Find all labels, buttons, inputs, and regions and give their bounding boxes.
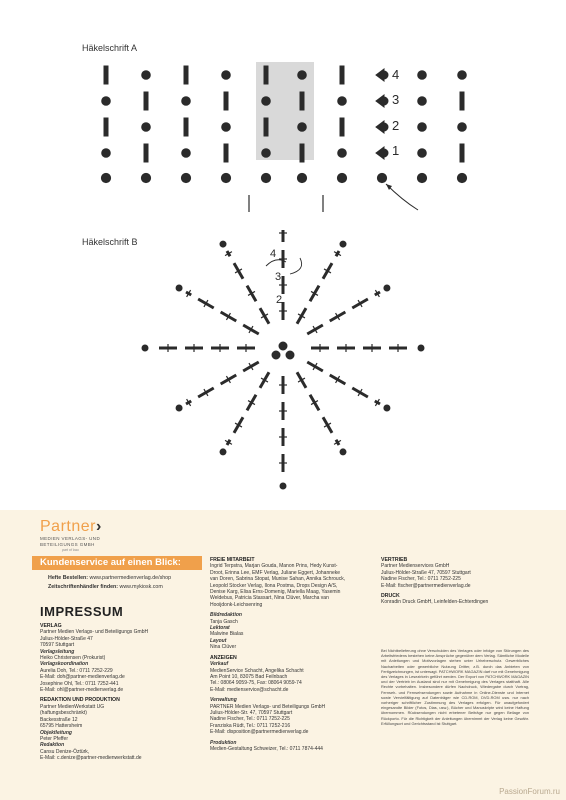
diagram-b-title: Häkelschrift B [82, 237, 138, 247]
service-shop-label: Hefte Bestellen: [48, 575, 89, 581]
col1-line: Backesstraße 12 [40, 716, 78, 723]
col2-line: PARTNER Medien Verlags- und Beteiligungs GmbH [210, 703, 326, 710]
dot-stitch [298, 123, 307, 132]
diagram-b [0, 230, 566, 510]
col2-line: Am Point 10, 83075 Bad Feilnbach [210, 673, 288, 680]
col1-line: Peter Pfeffer [40, 735, 68, 742]
service-line-shop[interactable] [48, 575, 171, 581]
row-number-4: 4 [392, 67, 400, 82]
round-arrow-b [290, 258, 302, 274]
spoke-end-dot [340, 241, 346, 247]
service-kiosk-label: Zeitschriftenhändler finden: [48, 584, 119, 590]
col2-line: FREIE MITARBEIT [210, 557, 255, 563]
base-dot [181, 173, 190, 182]
col3-line: E-Mail: fischer@partnermedienverlag.de [381, 582, 471, 589]
dot-stitch [262, 149, 271, 158]
bar-stitch [264, 66, 268, 84]
center-dot [279, 342, 287, 350]
spoke-end-dot [384, 285, 390, 291]
col2-line: van Doren, Sabrina Stopat, Munise Sahan, Annika Schrouck, [210, 576, 346, 583]
service-shop-link[interactable]: www.partnermedienverlag.de/shop [88, 575, 172, 581]
col2-line: Droot, Erinna Lee, EMF Verlag, Juliane Eggert, Johanneke [210, 569, 341, 576]
bar-stitch [104, 66, 108, 84]
bar-stitch [340, 118, 344, 136]
col2-line: Tanja Gasch [210, 618, 238, 625]
bar-stitch [224, 144, 228, 162]
base-dot [377, 173, 386, 182]
col1-line: Cansu Denize-Öztürk, [40, 748, 90, 755]
col2-line: Julius-Hölder-Str. 47, 70597 Stuttgart [210, 709, 293, 716]
col1-line: Objektleitung [40, 729, 72, 736]
dot-stitch [102, 97, 111, 106]
col1-line: 70597 Stuttgart [40, 642, 75, 649]
row-number-2: 2 [392, 118, 400, 133]
service-line-kiosk[interactable] [48, 584, 163, 590]
base-dot [417, 173, 426, 182]
col2-line: Tel.: 08064 9059-75, Fax: 08064 9059-74 [210, 680, 302, 687]
logo-word: Partner [40, 518, 96, 535]
logo-subtitle [40, 536, 100, 548]
col2-line: Leopold Stocker Verlag, Ilona Postma, Drops Design A/S, [210, 582, 338, 589]
col1-line: Julius-Hölder-Straße 47 [40, 635, 93, 642]
spoke-end-dot [220, 241, 226, 247]
col1-line: Heiko Christensen (Prokurist) [40, 655, 106, 662]
spoke-end-dot [176, 405, 182, 411]
col1-line: Verlagskoordination [40, 661, 89, 668]
col2-line: Nadine Fischer, Tel.: 0711 7252-225 [210, 716, 290, 723]
col2-line: MedienService Schacht, Angelika Schacht [210, 667, 304, 674]
service-kiosk-link[interactable]: www.mykiosk.com [118, 584, 163, 590]
logo-sub-line2: BETEILIGUNGS GMBH [40, 542, 95, 547]
dot-stitch [222, 71, 231, 80]
impressum-column-2 [210, 557, 370, 752]
turn-arrow [386, 184, 418, 210]
bar-stitch [184, 118, 188, 136]
round-number-2: 2 [276, 294, 283, 306]
bar-stitch [144, 92, 148, 110]
row-number-1: 1 [392, 143, 400, 158]
spoke-end-dot [280, 483, 286, 489]
col3-line: Nadine Fischer, Tel.: 0711 7252-225 [381, 576, 461, 583]
dot-stitch [102, 149, 111, 158]
dot-stitch [380, 149, 388, 157]
col1-line: REDAKTION UND PRODUKTION [40, 697, 120, 704]
dot-stitch [182, 149, 191, 158]
spoke-end-dot [384, 405, 390, 411]
service-title-bar: Kundenservice auf einen Blick: [32, 556, 202, 570]
bar-stitch [460, 92, 464, 110]
base-dot [221, 173, 230, 182]
bar-stitch [224, 92, 228, 110]
base-dot [261, 173, 270, 182]
dot-stitch [298, 71, 307, 80]
spoke-end-dot [340, 449, 346, 455]
dot-stitch [338, 149, 347, 158]
col1-line: Aurelia Doh, Tel.: 0711 7252-229 [40, 667, 113, 674]
spoke-end-dot [142, 345, 148, 351]
col1-line: 65795 Hattersheim [40, 723, 83, 730]
col2-line: E-Mail: disposition@partnermedienverlag.de [210, 729, 309, 736]
col1-line: Josephine Ohl, Tel.: 0711 7252-441 [40, 680, 119, 687]
col1-line: Partner Medien Verlags- und Beteiligungs GmbH [40, 629, 149, 636]
bar-stitch [144, 144, 148, 162]
dot-stitch [142, 71, 151, 80]
col2-line: Produktion [210, 739, 237, 746]
col2-line: Medien-Gestaltung Schweizer, Tel.: 0711 7874-444 [210, 745, 323, 752]
dot-stitch [418, 123, 427, 132]
dot-stitch [338, 97, 347, 106]
col2-line: Verkauf [210, 661, 229, 668]
center-dot [286, 351, 294, 359]
col1-line: (haftungsbeschränkt) [40, 710, 87, 717]
dot-stitch [222, 123, 231, 132]
col2-line: Nina Clüver [210, 644, 237, 651]
base-dot [141, 173, 150, 182]
bar-stitch [264, 118, 268, 136]
dot-stitch [458, 123, 467, 132]
col2-line: Bildredaktion [210, 612, 242, 619]
col3-line: VERTRIEB [381, 557, 408, 563]
col2-line: Franziska Rüdt, Tel.: 0711 7252-216 [210, 722, 291, 729]
col2-line: Malwine Bialas [210, 631, 244, 638]
col3-line: DRUCK [381, 593, 400, 600]
col1-line: VERLAG [40, 623, 62, 629]
col2-line: Hooijdonk-Leichsenring [210, 601, 263, 608]
logo-chevron-icon: › [95, 518, 102, 535]
spoke-end-dot [418, 345, 424, 351]
col1-line: Partner MedienWerkstatt UG [40, 703, 105, 710]
dot-stitch [262, 97, 271, 106]
base-dot [457, 173, 466, 182]
col2-line: Layout [210, 637, 227, 644]
col1-line: Verlagsleitung [40, 648, 75, 655]
impressum-column-1 [40, 623, 190, 762]
col3-line: Konradin Druck GmbH, Leinfelden-Echterdingen [381, 599, 489, 606]
base-dot [101, 173, 110, 182]
center-dot [272, 351, 280, 359]
dot-stitch [142, 123, 151, 132]
base-dot [297, 173, 306, 182]
impressum-heading: IMPRESSUM [40, 604, 124, 619]
col2-line: ANZEIGEN [210, 654, 237, 661]
dot-stitch [380, 97, 388, 105]
impressum-column-3 [381, 557, 531, 606]
round-number-4: 4 [270, 248, 277, 260]
dot-stitch [380, 123, 388, 131]
publisher-logo [40, 518, 102, 536]
bar-stitch [300, 144, 304, 162]
col3-line: Julius-Hölder-Straße 47, 70597 Stuttgart [381, 569, 471, 576]
bar-stitch [300, 92, 304, 110]
bar-stitch [340, 66, 344, 84]
col1-line: E-Mail: ohl@partner-medienverlag.de [40, 687, 124, 694]
col2-line: Denise Karg, Elisa Erns-Domenig, Mariella Maag, Yasemin [210, 589, 341, 596]
col3-line: Partner Medienservices GmbH [381, 563, 450, 570]
dot-stitch [418, 71, 427, 80]
round-number-3: 3 [275, 271, 282, 283]
legal-notice: Bei Nichtbelieferung ohne Verschulden des Verlages oder infolge von Störungen des Arbeitsfriedens bestehen keine Ansprüche gegenüber dem Verlag. Sämtliche Modelle mit Anleitungen und Motivvorlagen stehen unter Urheberschutz. Gewerbliches Nacharbeiten oder gewerbliche Nutzung Dritter, z.B. durch das Anbieten von Fertigzeichnungen, ist untersagt. PATCHWORK MAGAZIN darf nur mit Genehmigung des Verlages in Lesezirkeln geführt werden. Der Export von PATCHWORK MAGAZIN und der Vertrieb im Ausland sind nur mit Genehmigung des Verlages statthaft. Alle Rechte vorbehalten. Insbesondere dürfen Nachdruck, Wiedergabe durch Vortrag, Fernseh- und Fernsehsendungen sowie Aufnahme in Online-Dienste und Internet sowie Vervielfältigung auf Datenträger wie CD-ROM, DVD-ROM usw. nur nach vorheriger schriftlicher Zustimmung des Verlages erfolgen. Für unaufgefordert eingesandte Bilder (Fotos, Dias, usw.), Bücher und Manuskripte wird keine Haftung übernommen. Rücksendungen nicht erbetener Beiträge nur gegen Beilage von Rückporto. Für die Richtigkeit der Anleitungen übernimmt der Verlag keine Gewähr. Erfüllungsort und Gerichtsstand ist Stuttgart. [381, 648, 529, 726]
dot-stitch [418, 97, 427, 106]
base-dot [337, 173, 346, 182]
diagram-a [0, 0, 566, 225]
col2-line: Weldebus, Patricia Stassart, Nina Clüver, Marcha van [210, 595, 329, 602]
dot-stitch [182, 97, 191, 106]
logo-tag: part of bau [62, 548, 79, 552]
bar-stitch [184, 66, 188, 84]
diagram-a-title: Häkelschrift A [82, 43, 138, 53]
col1-line: Redaktion [40, 742, 65, 749]
col2-line: Verwaltung [210, 697, 237, 704]
dot-stitch [458, 71, 467, 80]
col2-line: Lektorat [210, 625, 230, 632]
logo-sub-line1: MEDIEN VERLAGS- UND [40, 536, 101, 541]
spoke-end-dot [220, 449, 226, 455]
dot-stitch [380, 71, 388, 79]
bar-stitch [460, 144, 464, 162]
col1-line: E-Mail: doh@partner-medienverlag.de [40, 674, 125, 681]
watermark: PassionForum.ru [499, 787, 560, 796]
bar-stitch [104, 118, 108, 136]
col2-line: E-Mail: medienservice@schacht.de [210, 686, 289, 693]
col1-line: E-Mail: c.denize@partner-medienwerkstatt.de [40, 755, 142, 762]
spoke-end-dot [176, 285, 182, 291]
col2-line: Ingrid Terpstra, Marjan Gouda, Manon Prins, Hedy Kunst- [210, 563, 338, 570]
dot-stitch [418, 149, 427, 158]
row-number-3: 3 [392, 92, 400, 107]
